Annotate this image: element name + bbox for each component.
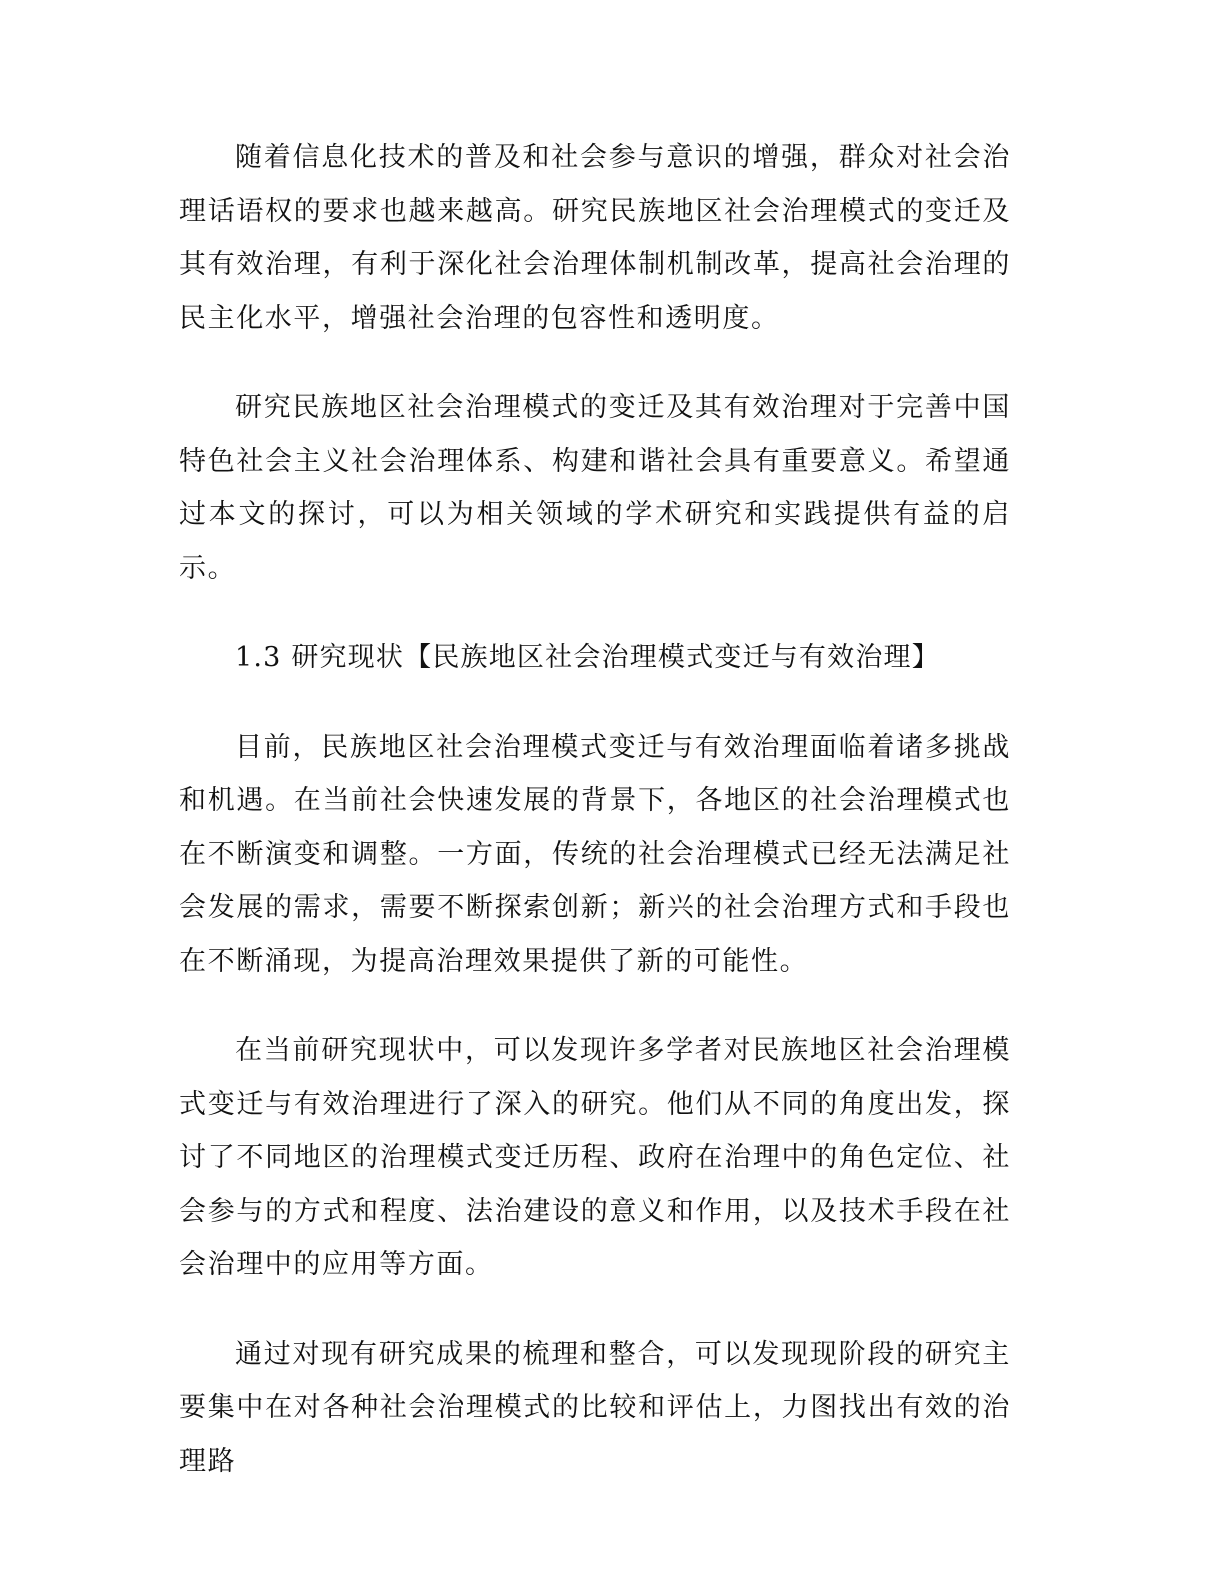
paragraph-research-focus: 通过对现有研究成果的梳理和整合，可以发现现阶段的研究主要集中在对各种社会治理模式的比较和评估上，力图找出有效的治理路 [179, 1338, 1011, 1477]
paragraph-research-review: 在当前研究现状中，可以发现许多学者对民族地区社会治理模式变迁与有效治理进行了深入的研究。他们从不同的角度出发，探讨了不同地区的治理模式变迁历程、政府在治理中的角色定位、社会参与的方式和程度、法治建设的意义和作用，以及技术手段在社会治理中的应用等方面。 [179, 1035, 1011, 1280]
document-page [179, 131, 1011, 1524]
paragraph-current-situation: 目前，民族地区社会治理模式变迁与有效治理面临着诸多挑战和机遇。在当前社会快速发展的背景下，各地区的社会治理模式也在不断演变和调整。一方面，传统的社会治理模式已经无法满足社会发展的需求，需要不断探索创新；新兴的社会治理方式和手段也在不断涌现，为提高治理效果提供了新的可能性。 [179, 731, 1011, 977]
section-heading: 1.3 研究现状【民族地区社会治理模式变迁与有效治理】 [235, 642, 940, 673]
paragraph-significance: 研究民族地区社会治理模式的变迁及其有效治理对于完善中国特色社会主义社会治理体系、构建和谐社会具有重要意义。希望通过本文的探讨，可以为相关领域的学术研究和实践提供有益的启示。 [179, 392, 1011, 584]
paragraph-discourse-rights: 随着信息化技术的普及和社会参与意识的增强，群众对社会治理话语权的要求也越来越高。研究民族地区社会治理模式的变迁及其有效治理，有利于深化社会治理体制机制改革，提高社会治理的民主化水平，增强社会治理的包容性和透明度。 [179, 142, 1011, 334]
